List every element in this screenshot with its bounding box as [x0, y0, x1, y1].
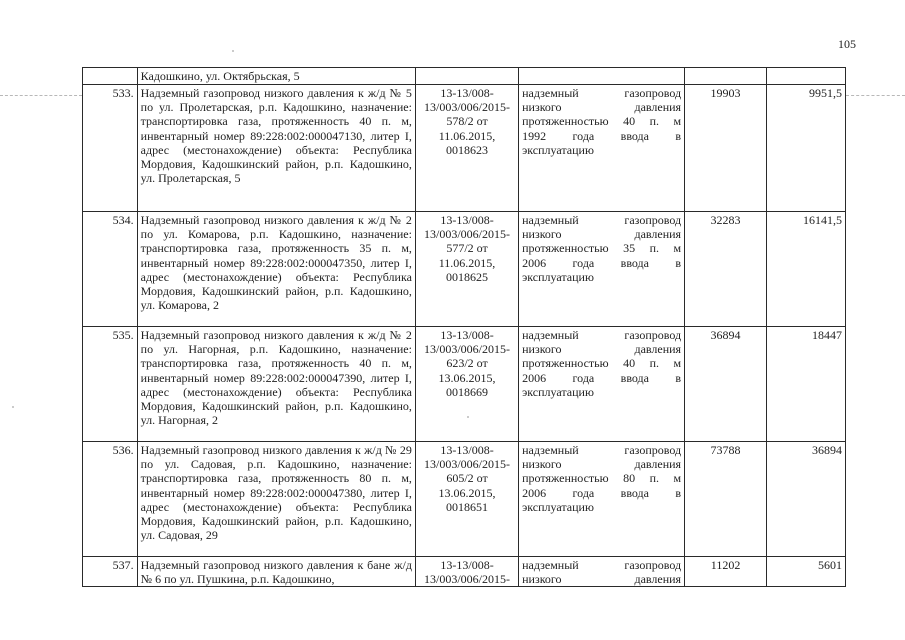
- value-1: 11202: [685, 557, 767, 587]
- desc-line: низкого давления: [522, 342, 682, 357]
- reg-line: 13-13/008-: [440, 86, 494, 100]
- reg-line: 577/2 от: [446, 241, 488, 256]
- value-2: 9951,5: [767, 85, 846, 212]
- scan-speck: [232, 50, 234, 52]
- object-description: [519, 557, 685, 587]
- property-registry-table: [82, 67, 846, 587]
- object-description: [519, 85, 685, 212]
- continuation-desc-cell: [519, 68, 685, 85]
- continuation-value2-cell: [767, 68, 846, 85]
- desc-line: надземный газопровод: [522, 86, 682, 100]
- reg-line: 13-13/008-: [440, 558, 494, 572]
- desc-line: эксплуатацию: [522, 142, 594, 157]
- value-1: 19903: [685, 85, 767, 212]
- value-1: 73788: [685, 442, 767, 557]
- desc-line: 2006 года ввода в: [522, 370, 682, 385]
- object-name: Надземный газопровод низкого давления к ж/д № 2 по ул. Нагорная, р.п. Кадошкино, назначение: транспортировка газа, протяженность 40 п. м, инвентарный номер 89:228:002:000047390, литер I, адрес (местонахождение) объекта: Республика Мордовия, Кадошкинский район, р.п. Кадошкино, ул. Нагорная, 2: [137, 327, 415, 442]
- desc-line: протяженностью 40 п. м: [522, 356, 682, 371]
- row-number: 537.: [83, 557, 138, 587]
- object-name: Надземный газопровод низкого давления к ж/д № 2 по ул. Комарова, р.п. Кадошкино, назначение: транспортировка газа, протяженность 35 п. м, инвентарный номер 89:228:002:000047350, литер I, адрес (местонахождение) объекта: Республика Мордовия, Кадошкинский район, р.п. Кадошкино, ул. Комарова, 2: [137, 212, 415, 327]
- row-number: 533.: [83, 85, 138, 212]
- continuation-reg-cell: [415, 68, 518, 85]
- desc-line: протяженностью 35 п. м: [522, 241, 682, 256]
- reg-line: 11.06.2015,: [438, 255, 496, 270]
- continuation-num-cell: [83, 68, 138, 85]
- desc-line: надземный газопровод: [522, 328, 682, 342]
- object-name: Надземный газопровод низкого давления к ж/д № 29 по ул. Садовая, р.п. Кадошкино, назначение: транспортировка газа, протяженность 80 п. м, инвентарный номер 89:228:002:000047380, литер I, адрес (местонахождение) объекта: Республика Мордовия, Кадошкинский район, р.п. Кадошкино, ул. Садовая, 29: [137, 442, 415, 557]
- reg-line: 0018625: [446, 269, 489, 284]
- reg-line: 578/2 от: [446, 114, 488, 129]
- table-row: [83, 442, 846, 557]
- object-description: [519, 327, 685, 442]
- desc-line: эксплуатацию: [522, 269, 594, 284]
- reg-line: 13-13/008-: [440, 328, 494, 342]
- reg-line: 13/003/006/2015-: [424, 227, 511, 242]
- reg-line: 13/003/006/2015-: [424, 100, 511, 115]
- reg-line: 13.06.2015,: [438, 370, 496, 385]
- row-number: 534.: [83, 212, 138, 327]
- reg-line: 623/2 от: [446, 356, 488, 371]
- registration-record: [415, 442, 518, 557]
- table-row: [83, 85, 846, 212]
- desc-line: надземный газопровод: [522, 443, 682, 457]
- desc-line: эксплуатацию: [522, 499, 594, 514]
- scan-speck: [12, 406, 14, 408]
- continuation-name-cell: Кадошкино, ул. Октябрьская, 5: [137, 68, 415, 85]
- desc-line: низкого давления: [522, 100, 682, 115]
- desc-line: протяженностью 40 п. м: [522, 114, 682, 129]
- reg-line: 0018651: [446, 499, 489, 514]
- scan-artifact-line-left: [0, 95, 82, 96]
- object-name: Надземный газопровод низкого давления к бане ж/д № 6 по ул. Пушкина, р.п. Кадошкино,: [137, 557, 415, 587]
- table-row: [83, 557, 846, 587]
- reg-line: 13/003/006/2015-: [424, 572, 511, 587]
- row-number: 535.: [83, 327, 138, 442]
- reg-line: 13-13/008-: [440, 213, 494, 227]
- value-2: 16141,5: [767, 212, 846, 327]
- continuation-row: [83, 68, 846, 85]
- registration-record: [415, 327, 518, 442]
- scan-artifact-line-right: [846, 95, 905, 96]
- value-2: 36894: [767, 442, 846, 557]
- value-1: 36894: [685, 327, 767, 442]
- desc-line: низкого давления: [522, 572, 682, 587]
- registration-record: [415, 85, 518, 212]
- reg-line: 0018623: [446, 142, 489, 157]
- desc-line: эксплуатацию: [522, 384, 594, 399]
- row-number: 536.: [83, 442, 138, 557]
- reg-line: 13/003/006/2015-: [424, 342, 511, 357]
- reg-line: 11.06.2015,: [438, 128, 496, 143]
- continuation-value1-cell: [685, 68, 767, 85]
- desc-line: 2006 года ввода в: [522, 485, 682, 500]
- object-description: [519, 212, 685, 327]
- reg-line: 605/2 от: [446, 471, 488, 486]
- desc-line: протяженностью 80 п. м: [522, 471, 682, 486]
- desc-line: низкого давления: [522, 227, 682, 242]
- desc-line: надземный газопровод: [522, 558, 682, 572]
- reg-line: 0018669: [446, 384, 489, 399]
- reg-line: 13.06.2015,: [438, 485, 496, 500]
- desc-line: 1992 года ввода в: [522, 128, 682, 143]
- object-name: Надземный газопровод низкого давления к ж/д № 5 по ул. Пролетарская, р.п. Кадошкино, назначение: транспортировка газа, протяженность 40 п. м, инвентарный номер 89:228:002:000047130, литер I, адрес (местонахождение) объекта: Республика Мордовия, Кадошкинский район, р.п. Кадошкино, ул. Пролетарская, 5: [137, 85, 415, 212]
- table-row: [83, 327, 846, 442]
- object-description: [519, 442, 685, 557]
- value-1: 32283: [685, 212, 767, 327]
- table-row: [83, 212, 846, 327]
- reg-line: 13/003/006/2015-: [424, 457, 511, 472]
- desc-line: 2006 года ввода в: [522, 255, 682, 270]
- value-2: 5601: [767, 557, 846, 587]
- reg-line: 13-13/008-: [440, 443, 494, 457]
- value-2: 18447: [767, 327, 846, 442]
- desc-line: надземный газопровод: [522, 213, 682, 227]
- registration-record: [415, 212, 518, 327]
- registration-record: [415, 557, 518, 587]
- page-number: 105: [838, 37, 856, 51]
- desc-line: низкого давления: [522, 457, 682, 472]
